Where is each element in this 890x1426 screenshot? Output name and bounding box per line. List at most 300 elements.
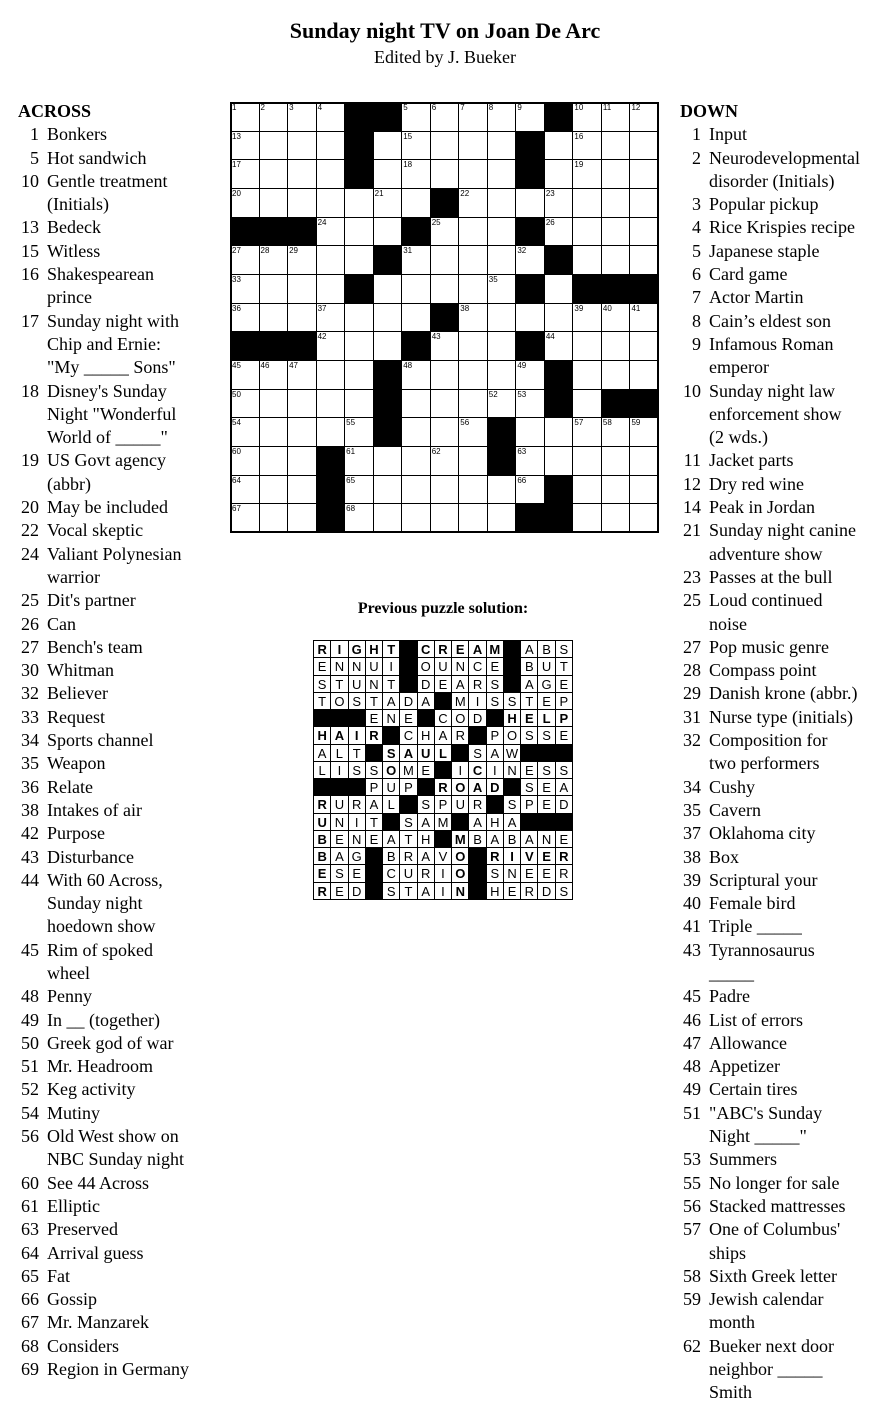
grid-cell[interactable] [601, 245, 631, 275]
grid-cell[interactable] [572, 417, 602, 447]
grid-cell[interactable] [344, 446, 374, 476]
grid-cell[interactable] [430, 159, 460, 189]
grid-cell[interactable] [515, 475, 545, 505]
grid-cell[interactable] [487, 102, 517, 132]
grid-cell[interactable] [572, 331, 602, 361]
cell-number: 25 [431, 217, 441, 227]
down-clue-23[interactable] [680, 566, 885, 589]
grid-cell[interactable] [401, 102, 431, 132]
grid-cell[interactable] [344, 331, 374, 361]
grid-cell[interactable] [230, 303, 260, 333]
grid-cell[interactable] [230, 131, 260, 161]
cell-number: 68 [346, 504, 356, 514]
grid-cell[interactable] [430, 274, 460, 304]
down-clue-1[interactable] [680, 123, 885, 146]
grid-cell[interactable] [601, 503, 631, 533]
grid-cell[interactable] [487, 159, 517, 189]
cell-number: 27 [232, 246, 241, 256]
grid-cell[interactable] [316, 331, 346, 361]
across-clue-27[interactable] [18, 636, 218, 659]
grid-cell[interactable] [458, 159, 488, 189]
grid-cell[interactable] [544, 446, 574, 476]
down-clue-48[interactable] [680, 1055, 885, 1078]
solution-letter: L [434, 744, 452, 762]
down-clue-35[interactable] [680, 799, 885, 822]
grid-cell[interactable] [401, 131, 431, 161]
down-clue-34[interactable] [680, 776, 885, 799]
grid-cell[interactable] [572, 475, 602, 505]
down-clue-8[interactable] [680, 310, 885, 333]
across-clue-66[interactable] [18, 1288, 218, 1311]
across-clue-17[interactable] [18, 310, 218, 380]
grid-cell[interactable] [430, 446, 460, 476]
down-clue-41[interactable] [680, 915, 885, 938]
across-clue-22[interactable] [18, 519, 218, 542]
grid-cell[interactable] [458, 102, 488, 132]
grid-cell[interactable] [287, 274, 317, 304]
grid-cell[interactable] [230, 102, 260, 132]
grid-cell[interactable] [601, 475, 631, 505]
grid-cell[interactable] [287, 303, 317, 333]
grid-cell[interactable] [515, 446, 545, 476]
grid-cell[interactable] [544, 159, 574, 189]
grid-cell[interactable] [259, 102, 289, 132]
solution-letter: R [434, 640, 452, 658]
grid-cell[interactable] [629, 245, 659, 275]
across-clue-49[interactable] [18, 1009, 218, 1032]
grid-cell[interactable] [458, 360, 488, 390]
down-clue-57[interactable] [680, 1218, 885, 1265]
down-clue-53[interactable] [680, 1148, 885, 1171]
across-clue-33[interactable] [18, 706, 218, 729]
grid-cell[interactable] [401, 360, 431, 390]
grid-cell[interactable] [316, 102, 346, 132]
grid-cell[interactable] [287, 503, 317, 533]
grid-cell[interactable] [515, 303, 545, 333]
down-clue-49[interactable] [680, 1078, 885, 1101]
across-clue-63[interactable] [18, 1218, 218, 1241]
grid-cell[interactable] [487, 245, 517, 275]
grid-cell[interactable] [230, 475, 260, 505]
down-clue-40[interactable] [680, 892, 885, 915]
grid-cell[interactable] [487, 188, 517, 218]
across-clue-20[interactable] [18, 496, 218, 519]
across-clue-13[interactable] [18, 216, 218, 239]
grid-cell[interactable] [401, 389, 431, 419]
grid-cell[interactable] [515, 389, 545, 419]
clue-number: 62 [683, 1335, 701, 1356]
grid-cell[interactable] [515, 360, 545, 390]
black-square [515, 131, 545, 161]
grid-cell[interactable] [230, 274, 260, 304]
grid-cell[interactable] [572, 303, 602, 333]
grid-cell[interactable] [487, 274, 517, 304]
grid-cell[interactable] [544, 217, 574, 247]
clue-number: 26 [21, 613, 39, 634]
grid-cell[interactable] [458, 389, 488, 419]
across-clue-36[interactable] [18, 776, 218, 799]
grid-cell[interactable] [601, 188, 631, 218]
cell-number: 18 [403, 160, 413, 170]
grid-cell[interactable] [287, 360, 317, 390]
grid-cell[interactable] [373, 303, 403, 333]
grid-cell[interactable] [344, 217, 374, 247]
clue-text: Cavern [709, 799, 761, 820]
grid-cell[interactable] [259, 446, 289, 476]
grid-cell[interactable] [629, 360, 659, 390]
grid-cell[interactable] [458, 331, 488, 361]
grid-cell[interactable] [373, 503, 403, 533]
grid-cell[interactable] [430, 503, 460, 533]
down-clue-2[interactable] [680, 147, 885, 194]
grid-cell[interactable] [458, 245, 488, 275]
grid-cell[interactable] [487, 303, 517, 333]
across-clue-45[interactable] [18, 939, 218, 986]
grid-cell[interactable] [601, 446, 631, 476]
grid-cell[interactable] [458, 131, 488, 161]
grid-cell[interactable] [344, 417, 374, 447]
grid-cell[interactable] [458, 303, 488, 333]
grid-cell[interactable] [430, 417, 460, 447]
grid-cell[interactable] [259, 503, 289, 533]
down-clue-7[interactable] [680, 286, 885, 309]
grid-cell[interactable] [515, 417, 545, 447]
grid-cell[interactable] [629, 446, 659, 476]
grid-cell[interactable] [629, 417, 659, 447]
across-clue-67[interactable] [18, 1311, 218, 1334]
across-clue-38[interactable] [18, 799, 218, 822]
across-clue-19[interactable] [18, 449, 218, 496]
grid-cell[interactable] [401, 446, 431, 476]
grid-cell[interactable] [458, 217, 488, 247]
across-clue-43[interactable] [18, 846, 218, 869]
cell-number: 59 [631, 418, 641, 428]
across-clue-26[interactable] [18, 613, 218, 636]
grid-cell[interactable] [572, 159, 602, 189]
grid-cell[interactable] [572, 360, 602, 390]
grid-cell[interactable] [458, 188, 488, 218]
grid-cell[interactable] [430, 475, 460, 505]
grid-cell[interactable] [544, 331, 574, 361]
grid-cell[interactable] [601, 131, 631, 161]
grid-cell[interactable] [230, 503, 260, 533]
solution-letter: H [365, 640, 383, 658]
grid-cell[interactable] [316, 303, 346, 333]
down-clue-28[interactable] [680, 659, 885, 682]
grid-cell[interactable] [316, 217, 346, 247]
across-clue-10[interactable] [18, 170, 218, 217]
clue-text: Greek god of war [47, 1032, 174, 1053]
clue-number: 3 [692, 194, 701, 215]
grid-cell[interactable] [544, 131, 574, 161]
grid-cell[interactable] [601, 417, 631, 447]
grid-cell[interactable] [458, 446, 488, 476]
grid-cell[interactable] [373, 131, 403, 161]
down-clue-27[interactable] [680, 636, 885, 659]
grid-cell[interactable] [572, 188, 602, 218]
down-clue-46[interactable] [680, 1009, 885, 1032]
clue-number: 33 [21, 706, 39, 727]
crossword-grid[interactable] [230, 102, 658, 532]
grid-cell[interactable] [230, 245, 260, 275]
grid-cell[interactable] [601, 303, 631, 333]
across-clue-44[interactable] [18, 869, 218, 939]
grid-cell[interactable] [287, 131, 317, 161]
grid-cell[interactable] [401, 159, 431, 189]
across-clue-48[interactable] [18, 985, 218, 1008]
grid-cell[interactable] [287, 102, 317, 132]
grid-cell[interactable] [373, 475, 403, 505]
down-clue-38[interactable] [680, 846, 885, 869]
grid-cell[interactable] [430, 245, 460, 275]
down-clue-37[interactable] [680, 822, 885, 845]
grid-cell[interactable] [316, 245, 346, 275]
grid-cell[interactable] [430, 102, 460, 132]
grid-cell[interactable] [458, 417, 488, 447]
grid-cell[interactable] [259, 475, 289, 505]
down-clue-14[interactable] [680, 496, 885, 519]
down-clue-9[interactable] [680, 333, 885, 380]
grid-cell[interactable] [401, 503, 431, 533]
grid-cell[interactable] [629, 303, 659, 333]
grid-cell[interactable] [287, 417, 317, 447]
grid-cell[interactable] [230, 159, 260, 189]
grid-cell[interactable] [629, 159, 659, 189]
across-clue-51[interactable] [18, 1055, 218, 1078]
across-clue-61[interactable] [18, 1195, 218, 1218]
grid-cell[interactable] [572, 389, 602, 419]
across-clue-15[interactable] [18, 240, 218, 263]
down-clue-39[interactable] [680, 869, 885, 892]
grid-cell[interactable] [316, 389, 346, 419]
grid-cell[interactable] [487, 217, 517, 247]
grid-cell[interactable] [259, 303, 289, 333]
grid-cell[interactable] [344, 389, 374, 419]
grid-cell[interactable] [373, 159, 403, 189]
grid-cell[interactable] [401, 245, 431, 275]
grid-cell[interactable] [230, 188, 260, 218]
grid-cell[interactable] [401, 274, 431, 304]
grid-cell[interactable] [373, 331, 403, 361]
across-clue-52[interactable] [18, 1078, 218, 1101]
grid-cell[interactable] [401, 303, 431, 333]
across-clue-54[interactable] [18, 1102, 218, 1125]
down-clue-55[interactable] [680, 1172, 885, 1195]
down-clue-62[interactable] [680, 1335, 885, 1405]
solution-black-square [399, 657, 417, 675]
down-clue-4[interactable] [680, 216, 885, 239]
grid-cell[interactable] [629, 102, 659, 132]
grid-cell[interactable] [544, 274, 574, 304]
down-clue-12[interactable] [680, 473, 885, 496]
grid-cell[interactable] [458, 503, 488, 533]
grid-cell[interactable] [373, 188, 403, 218]
solution-black-square [503, 640, 521, 658]
down-clue-59[interactable] [680, 1288, 885, 1335]
grid-cell[interactable] [544, 303, 574, 333]
across-clue-60[interactable] [18, 1172, 218, 1195]
solution-black-square [555, 744, 573, 762]
grid-cell[interactable] [259, 389, 289, 419]
solution-letter: U [399, 864, 417, 882]
grid-cell[interactable] [259, 417, 289, 447]
down-clue-10[interactable] [680, 380, 885, 450]
grid-cell[interactable] [316, 159, 346, 189]
grid-cell[interactable] [629, 475, 659, 505]
grid-cell[interactable] [401, 417, 431, 447]
grid-cell[interactable] [344, 503, 374, 533]
grid-cell[interactable] [487, 503, 517, 533]
grid-cell[interactable] [316, 274, 346, 304]
down-clue-21[interactable] [680, 519, 885, 566]
grid-cell[interactable] [515, 188, 545, 218]
cell-number: 23 [545, 189, 555, 198]
grid-cell[interactable] [287, 245, 317, 275]
grid-cell[interactable] [430, 389, 460, 419]
down-clue-25[interactable] [680, 589, 885, 636]
grid-cell[interactable] [344, 475, 374, 505]
down-clue-58[interactable] [680, 1265, 885, 1288]
grid-cell[interactable] [487, 131, 517, 161]
cell-number: 4 [317, 103, 323, 112]
grid-cell[interactable] [629, 131, 659, 161]
across-clue-1[interactable] [18, 123, 218, 146]
black-square [544, 503, 574, 533]
grid-cell[interactable] [458, 274, 488, 304]
grid-cell[interactable] [572, 503, 602, 533]
grid-cell[interactable] [259, 188, 289, 218]
grid-cell[interactable] [259, 245, 289, 275]
grid-cell[interactable] [629, 217, 659, 247]
across-clue-32[interactable] [18, 682, 218, 705]
grid-cell[interactable] [259, 360, 289, 390]
grid-cell[interactable] [259, 159, 289, 189]
down-clue-43[interactable] [680, 939, 885, 986]
down-clue-5[interactable] [680, 240, 885, 263]
grid-cell[interactable] [430, 360, 460, 390]
grid-cell[interactable] [601, 159, 631, 189]
down-clue-47[interactable] [680, 1032, 885, 1055]
down-clue-56[interactable] [680, 1195, 885, 1218]
grid-cell[interactable] [572, 217, 602, 247]
grid-cell[interactable] [572, 446, 602, 476]
down-clue-6[interactable] [680, 263, 885, 286]
solution-letter: R [468, 795, 486, 813]
grid-cell[interactable] [344, 188, 374, 218]
grid-cell[interactable] [487, 331, 517, 361]
grid-cell[interactable] [458, 475, 488, 505]
grid-cell[interactable] [515, 102, 545, 132]
grid-cell[interactable] [316, 360, 346, 390]
clue-text: hoedown show [47, 916, 156, 937]
across-clue-24[interactable] [18, 543, 218, 590]
grid-cell[interactable] [601, 331, 631, 361]
across-clue-25[interactable] [18, 589, 218, 612]
clue-number: 32 [21, 683, 39, 704]
grid-cell[interactable] [430, 217, 460, 247]
grid-cell[interactable] [316, 417, 346, 447]
down-clue-45[interactable] [680, 985, 885, 1008]
solution-letter: A [468, 640, 486, 658]
across-clue-16[interactable] [18, 263, 218, 310]
across-clue-5[interactable] [18, 147, 218, 170]
down-clue-3[interactable] [680, 193, 885, 216]
grid-cell[interactable] [373, 446, 403, 476]
grid-cell[interactable] [601, 102, 631, 132]
grid-cell[interactable] [259, 274, 289, 304]
grid-cell[interactable] [316, 188, 346, 218]
grid-cell[interactable] [544, 417, 574, 447]
solution-letter: V [520, 847, 538, 865]
grid-cell[interactable] [629, 503, 659, 533]
down-clue-11[interactable] [680, 449, 885, 472]
grid-cell[interactable] [287, 389, 317, 419]
across-clue-34[interactable] [18, 729, 218, 752]
grid-cell[interactable] [572, 245, 602, 275]
across-clue-69[interactable] [18, 1358, 218, 1381]
across-clue-68[interactable] [18, 1335, 218, 1358]
grid-cell[interactable] [629, 188, 659, 218]
down-clue-51[interactable] [680, 1102, 885, 1149]
grid-cell[interactable] [230, 446, 260, 476]
grid-cell[interactable] [373, 217, 403, 247]
grid-cell[interactable] [487, 475, 517, 505]
grid-cell[interactable] [430, 131, 460, 161]
grid-cell[interactable] [344, 360, 374, 390]
black-square [316, 475, 346, 505]
grid-cell[interactable] [572, 102, 602, 132]
grid-cell[interactable] [287, 159, 317, 189]
grid-cell[interactable] [544, 188, 574, 218]
grid-cell[interactable] [487, 389, 517, 419]
across-clue-35[interactable] [18, 752, 218, 775]
grid-cell[interactable] [259, 131, 289, 161]
down-clue-29[interactable] [680, 682, 885, 705]
grid-cell[interactable] [287, 446, 317, 476]
down-clue-32[interactable] [680, 729, 885, 776]
across-clue-18[interactable] [18, 380, 218, 450]
cell-number: 9 [517, 103, 522, 112]
grid-cell[interactable] [230, 360, 260, 390]
grid-cell[interactable] [629, 331, 659, 361]
grid-cell[interactable] [401, 188, 431, 218]
grid-cell[interactable] [430, 331, 460, 361]
across-clue-30[interactable] [18, 659, 218, 682]
clue-number: 15 [21, 240, 39, 261]
grid-cell[interactable] [572, 131, 602, 161]
grid-cell[interactable] [344, 245, 374, 275]
solution-letter: A [486, 830, 504, 848]
grid-cell[interactable] [487, 360, 517, 390]
across-clue-50[interactable] [18, 1032, 218, 1055]
grid-cell[interactable] [316, 131, 346, 161]
across-clue-56[interactable] [18, 1125, 218, 1172]
grid-cell[interactable] [401, 475, 431, 505]
grid-cell[interactable] [287, 475, 317, 505]
grid-cell[interactable] [230, 389, 260, 419]
across-clue-64[interactable] [18, 1242, 218, 1265]
grid-cell[interactable] [230, 417, 260, 447]
grid-cell[interactable] [601, 360, 631, 390]
grid-cell[interactable] [287, 188, 317, 218]
grid-cell[interactable] [601, 217, 631, 247]
grid-cell[interactable] [373, 274, 403, 304]
grid-cell[interactable] [344, 303, 374, 333]
grid-cell[interactable] [515, 245, 545, 275]
across-clue-42[interactable] [18, 822, 218, 845]
down-clue-31[interactable] [680, 706, 885, 729]
across-clue-65[interactable] [18, 1265, 218, 1288]
